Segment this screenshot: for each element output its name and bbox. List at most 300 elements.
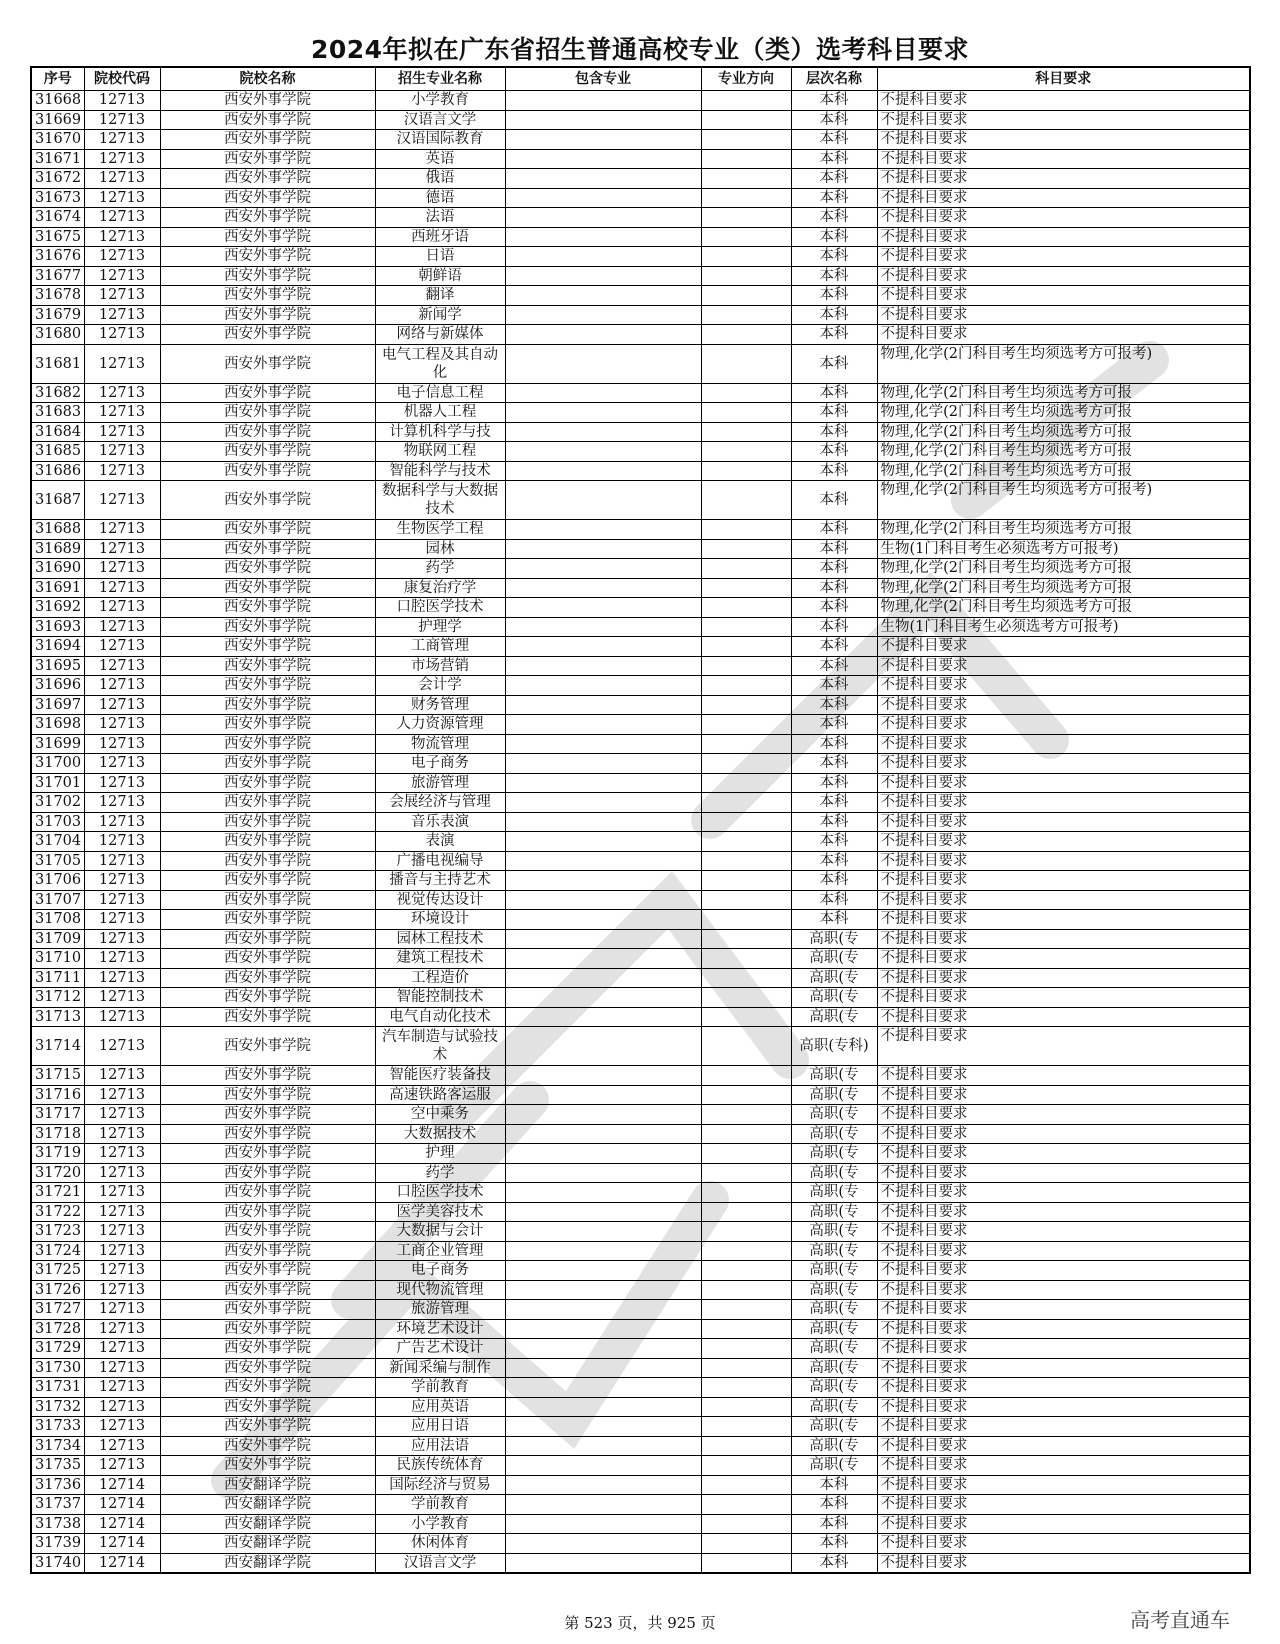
cell-major-direction [701, 422, 791, 442]
cell-subject-requirement: 不提科目要求 [877, 1319, 1250, 1339]
cell-major-name: 英语 [375, 149, 505, 169]
cell-level: 高职(专 [791, 1339, 877, 1359]
cell-school-code: 12713 [84, 227, 160, 247]
cell-level: 本科 [791, 1475, 877, 1495]
cell-index: 31670 [31, 130, 84, 150]
table-row [31, 422, 1250, 442]
cell-school-name: 西安外事学院 [160, 851, 375, 871]
table-row [31, 247, 1250, 267]
cell-index: 31690 [31, 559, 84, 579]
cell-level: 本科 [791, 130, 877, 150]
cell-subject-requirement: 不提科目要求 [877, 754, 1250, 774]
table-row [31, 617, 1250, 637]
cell-major-direction [701, 169, 791, 189]
cell-major-direction [701, 1280, 791, 1300]
header-major-direction: 专业方向 [701, 67, 791, 91]
table-row [31, 1085, 1250, 1105]
cell-subject-requirement: 不提科目要求 [877, 1007, 1250, 1027]
cell-major-direction [701, 247, 791, 267]
cell-index: 31699 [31, 734, 84, 754]
table-row [31, 1261, 1250, 1281]
cell-school-code: 12713 [84, 383, 160, 403]
cell-included-majors [505, 832, 701, 852]
cell-school-code: 12713 [84, 1436, 160, 1456]
cell-school-name: 西安外事学院 [160, 149, 375, 169]
cell-subject-requirement: 不提科目要求 [877, 1280, 1250, 1300]
cell-subject-requirement: 不提科目要求 [877, 1495, 1250, 1515]
cell-subject-requirement: 不提科目要求 [877, 1436, 1250, 1456]
cell-school-name: 西安外事学院 [160, 1144, 375, 1164]
cell-index: 31680 [31, 325, 84, 345]
cell-level: 本科 [791, 1495, 877, 1515]
cell-index: 31740 [31, 1553, 84, 1573]
cell-subject-requirement: 不提科目要求 [877, 871, 1250, 891]
cell-major-direction [701, 832, 791, 852]
cell-major-name: 护理 [375, 1144, 505, 1164]
table-row [31, 832, 1250, 852]
cell-major-direction [701, 1475, 791, 1495]
cell-school-name: 西安外事学院 [160, 130, 375, 150]
cell-major-direction [701, 1319, 791, 1339]
cell-level: 本科 [791, 344, 877, 383]
table-row [31, 656, 1250, 676]
cell-included-majors [505, 598, 701, 618]
cell-major-direction [701, 286, 791, 306]
cell-index: 31720 [31, 1163, 84, 1183]
cell-school-name: 西安外事学院 [160, 637, 375, 657]
cell-major-name: 电子商务 [375, 754, 505, 774]
cell-included-majors [505, 559, 701, 579]
cell-index: 31689 [31, 539, 84, 559]
cell-index: 31731 [31, 1378, 84, 1398]
cell-index: 31685 [31, 442, 84, 462]
cell-level: 本科 [791, 422, 877, 442]
table-row [31, 676, 1250, 696]
cell-subject-requirement: 物理,化学(2门科目考生均须选考方可报 [877, 520, 1250, 540]
cell-subject-requirement: 不提科目要求 [877, 1456, 1250, 1476]
cell-school-name: 西安外事学院 [160, 949, 375, 969]
cell-subject-requirement: 不提科目要求 [877, 1066, 1250, 1086]
cell-subject-requirement: 不提科目要求 [877, 1124, 1250, 1144]
cell-subject-requirement: 不提科目要求 [877, 851, 1250, 871]
cell-level: 高职(专 [791, 1300, 877, 1320]
cell-school-name: 西安外事学院 [160, 481, 375, 520]
table-row [31, 403, 1250, 423]
cell-index: 31723 [31, 1222, 84, 1242]
cell-school-code: 12713 [84, 715, 160, 735]
cell-school-name: 西安外事学院 [160, 773, 375, 793]
cell-level: 高职(专 [791, 1417, 877, 1437]
cell-major-direction [701, 1105, 791, 1125]
cell-included-majors [505, 754, 701, 774]
cell-major-name: 应用法语 [375, 1436, 505, 1456]
cell-level: 本科 [791, 383, 877, 403]
cell-major-direction [701, 208, 791, 228]
table-row [31, 520, 1250, 540]
cell-level: 本科 [791, 247, 877, 267]
cell-included-majors [505, 1261, 701, 1281]
table-row [31, 578, 1250, 598]
cell-school-name: 西安外事学院 [160, 520, 375, 540]
cell-subject-requirement: 不提科目要求 [877, 812, 1250, 832]
cell-included-majors [505, 344, 701, 383]
cell-index: 31728 [31, 1319, 84, 1339]
cell-school-name: 西安外事学院 [160, 1066, 375, 1086]
cell-included-majors [505, 208, 701, 228]
cell-subject-requirement: 不提科目要求 [877, 1417, 1250, 1437]
cell-index: 31668 [31, 91, 84, 111]
cell-major-direction [701, 598, 791, 618]
cell-subject-requirement: 不提科目要求 [877, 793, 1250, 813]
cell-index: 31711 [31, 968, 84, 988]
cell-index: 31671 [31, 149, 84, 169]
header-included-majors: 包含专业 [505, 67, 701, 91]
cell-school-code: 12714 [84, 1553, 160, 1573]
cell-subject-requirement: 不提科目要求 [877, 715, 1250, 735]
cell-major-name: 物流管理 [375, 734, 505, 754]
cell-included-majors [505, 325, 701, 345]
cell-included-majors [505, 227, 701, 247]
cell-major-name: 新闻采编与制作 [375, 1358, 505, 1378]
cell-index: 31710 [31, 949, 84, 969]
table-row [31, 598, 1250, 618]
cell-level: 本科 [791, 754, 877, 774]
table-row [31, 1397, 1250, 1417]
cell-school-code: 12713 [84, 1066, 160, 1086]
cell-included-majors [505, 1085, 701, 1105]
cell-subject-requirement: 不提科目要求 [877, 1183, 1250, 1203]
cell-subject-requirement: 不提科目要求 [877, 929, 1250, 949]
cell-level: 本科 [791, 1553, 877, 1573]
table-row [31, 442, 1250, 462]
cell-subject-requirement: 物理,化学(2门科目考生均须选考方可报考) [877, 344, 1250, 383]
cell-major-direction [701, 1534, 791, 1554]
cell-included-majors [505, 1475, 701, 1495]
cell-index: 31669 [31, 110, 84, 130]
cell-school-name: 西安翻译学院 [160, 1553, 375, 1573]
table-row [31, 754, 1250, 774]
cell-major-name: 学前教育 [375, 1378, 505, 1398]
cell-school-code: 12713 [84, 1300, 160, 1320]
cell-major-name: 园林工程技术 [375, 929, 505, 949]
table-header-row [31, 67, 1250, 91]
table-row [31, 91, 1250, 111]
cell-subject-requirement: 物理,化学(2门科目考生均须选考方可报 [877, 578, 1250, 598]
cell-subject-requirement: 不提科目要求 [877, 773, 1250, 793]
cell-index: 31707 [31, 890, 84, 910]
cell-major-name: 学前教育 [375, 1495, 505, 1515]
cell-level: 本科 [791, 1534, 877, 1554]
cell-major-direction [701, 1300, 791, 1320]
cell-school-name: 西安外事学院 [160, 286, 375, 306]
cell-school-code: 12713 [84, 442, 160, 462]
cell-major-direction [701, 1417, 791, 1437]
table-row [31, 305, 1250, 325]
cell-subject-requirement: 不提科目要求 [877, 988, 1250, 1008]
cell-subject-requirement: 不提科目要求 [877, 949, 1250, 969]
cell-major-direction [701, 871, 791, 891]
cell-index: 31676 [31, 247, 84, 267]
cell-school-name: 西安外事学院 [160, 442, 375, 462]
cell-major-name: 会计学 [375, 676, 505, 696]
cell-subject-requirement: 不提科目要求 [877, 656, 1250, 676]
cell-major-direction [701, 539, 791, 559]
cell-subject-requirement: 物理,化学(2门科目考生均须选考方可报 [877, 383, 1250, 403]
cell-major-direction [701, 676, 791, 696]
cell-major-name: 汉语国际教育 [375, 130, 505, 150]
cell-school-name: 西安外事学院 [160, 1202, 375, 1222]
cell-level: 本科 [791, 286, 877, 306]
cell-major-name: 国际经济与贸易 [375, 1475, 505, 1495]
cell-major-direction [701, 637, 791, 657]
cell-index: 31738 [31, 1514, 84, 1534]
cell-school-code: 12713 [84, 812, 160, 832]
cell-major-direction [701, 578, 791, 598]
cell-major-direction [701, 1397, 791, 1417]
cell-school-name: 西安外事学院 [160, 1183, 375, 1203]
cell-level: 高职(专 [791, 949, 877, 969]
cell-level: 本科 [791, 812, 877, 832]
cell-major-name: 护理学 [375, 617, 505, 637]
cell-included-majors [505, 637, 701, 657]
cell-major-direction [701, 1007, 791, 1027]
cell-level: 本科 [791, 773, 877, 793]
cell-major-name: 药学 [375, 1163, 505, 1183]
cell-major-direction [701, 227, 791, 247]
cell-subject-requirement: 不提科目要求 [877, 1397, 1250, 1417]
cell-school-code: 12713 [84, 1222, 160, 1242]
cell-level: 高职(专 [791, 1144, 877, 1164]
cell-level: 本科 [791, 461, 877, 481]
cell-included-majors [505, 1495, 701, 1515]
cell-level: 本科 [791, 305, 877, 325]
cell-level: 本科 [791, 871, 877, 891]
cell-major-direction [701, 1378, 791, 1398]
cell-level: 高职(专 [791, 1007, 877, 1027]
cell-major-direction [701, 754, 791, 774]
cell-school-code: 12713 [84, 1202, 160, 1222]
cell-major-name: 应用日语 [375, 1417, 505, 1437]
cell-school-name: 西安外事学院 [160, 1241, 375, 1261]
cell-included-majors [505, 1553, 701, 1573]
table-row [31, 1417, 1250, 1437]
cell-major-direction [701, 325, 791, 345]
cell-school-name: 西安外事学院 [160, 1007, 375, 1027]
cell-included-majors [505, 988, 701, 1008]
cell-major-direction [701, 1027, 791, 1066]
cell-subject-requirement: 不提科目要求 [877, 169, 1250, 189]
table-row [31, 461, 1250, 481]
cell-subject-requirement: 不提科目要求 [877, 1300, 1250, 1320]
cell-school-name: 西安外事学院 [160, 1222, 375, 1242]
cell-school-code: 12713 [84, 851, 160, 871]
cell-level: 本科 [791, 208, 877, 228]
cell-level: 高职(专 [791, 968, 877, 988]
cell-school-name: 西安外事学院 [160, 1085, 375, 1105]
cell-school-code: 12713 [84, 676, 160, 696]
cell-level: 本科 [791, 110, 877, 130]
cell-index: 31712 [31, 988, 84, 1008]
cell-school-name: 西安外事学院 [160, 734, 375, 754]
cell-major-direction [701, 559, 791, 579]
cell-index: 31681 [31, 344, 84, 383]
table-row [31, 1202, 1250, 1222]
cell-index: 31709 [31, 929, 84, 949]
cell-included-majors [505, 1534, 701, 1554]
cell-school-code: 12713 [84, 1378, 160, 1398]
cell-index: 31697 [31, 695, 84, 715]
cell-subject-requirement: 不提科目要求 [877, 266, 1250, 286]
table-row [31, 890, 1250, 910]
cell-major-name: 人力资源管理 [375, 715, 505, 735]
cell-major-name: 小学教育 [375, 91, 505, 111]
cell-subject-requirement: 不提科目要求 [877, 149, 1250, 169]
cell-level: 本科 [791, 890, 877, 910]
cell-included-majors [505, 266, 701, 286]
cell-included-majors [505, 247, 701, 267]
cell-index: 31683 [31, 403, 84, 423]
cell-level: 本科 [791, 149, 877, 169]
cell-level: 本科 [791, 169, 877, 189]
cell-subject-requirement: 不提科目要求 [877, 1378, 1250, 1398]
cell-subject-requirement: 不提科目要求 [877, 1163, 1250, 1183]
cell-major-name: 园林 [375, 539, 505, 559]
cell-school-name: 西安外事学院 [160, 305, 375, 325]
cell-major-direction [701, 403, 791, 423]
cell-level: 高职(专 [791, 1280, 877, 1300]
cell-school-code: 12713 [84, 617, 160, 637]
cell-school-name: 西安外事学院 [160, 91, 375, 111]
header-school-code: 院校代码 [84, 67, 160, 91]
cell-major-name: 视觉传达设计 [375, 890, 505, 910]
cell-school-code: 12713 [84, 929, 160, 949]
cell-major-direction [701, 1456, 791, 1476]
cell-major-direction [701, 1144, 791, 1164]
cell-school-name: 西安外事学院 [160, 988, 375, 1008]
cell-school-name: 西安外事学院 [160, 1319, 375, 1339]
cell-subject-requirement: 不提科目要求 [877, 1027, 1250, 1066]
cell-subject-requirement: 不提科目要求 [877, 188, 1250, 208]
table-row [31, 715, 1250, 735]
cell-school-name: 西安翻译学院 [160, 1475, 375, 1495]
cell-school-name: 西安外事学院 [160, 169, 375, 189]
cell-major-direction [701, 1163, 791, 1183]
cell-school-code: 12713 [84, 422, 160, 442]
cell-major-name: 广播电视编导 [375, 851, 505, 871]
cell-school-code: 12714 [84, 1495, 160, 1515]
cell-level: 高职(专 [791, 1124, 877, 1144]
cell-index: 31730 [31, 1358, 84, 1378]
cell-school-name: 西安外事学院 [160, 1105, 375, 1125]
cell-level: 本科 [791, 656, 877, 676]
cell-school-name: 西安外事学院 [160, 656, 375, 676]
cell-index: 31737 [31, 1495, 84, 1515]
cell-level: 本科 [791, 910, 877, 930]
cell-included-majors [505, 617, 701, 637]
cell-major-name: 物联网工程 [375, 442, 505, 462]
cell-included-majors [505, 1163, 701, 1183]
cell-school-code: 12713 [84, 91, 160, 111]
cell-level: 本科 [791, 578, 877, 598]
cell-subject-requirement: 不提科目要求 [877, 91, 1250, 111]
cell-major-direction [701, 949, 791, 969]
cell-level: 本科 [791, 637, 877, 657]
cell-level: 高职(专 [791, 1222, 877, 1242]
cell-major-direction [701, 1495, 791, 1515]
table-row [31, 1495, 1250, 1515]
cell-school-code: 12713 [84, 1085, 160, 1105]
cell-school-code: 12713 [84, 1319, 160, 1339]
cell-index: 31719 [31, 1144, 84, 1164]
cell-level: 高职(专 [791, 1378, 877, 1398]
page-title: 2024年拟在广东省招生普通高校专业（类）选考科目要求 [310, 35, 970, 64]
cell-major-name: 朝鲜语 [375, 266, 505, 286]
cell-school-code: 12713 [84, 968, 160, 988]
cell-major-name: 翻译 [375, 286, 505, 306]
cell-index: 31736 [31, 1475, 84, 1495]
cell-index: 31727 [31, 1300, 84, 1320]
cell-major-name: 电气自动化技术 [375, 1007, 505, 1027]
cell-subject-requirement: 不提科目要求 [877, 247, 1250, 267]
cell-major-direction [701, 929, 791, 949]
cell-major-direction [701, 266, 791, 286]
cell-index: 31733 [31, 1417, 84, 1437]
table-row [31, 110, 1250, 130]
cell-subject-requirement: 不提科目要求 [877, 695, 1250, 715]
cell-major-name: 高速铁路客运服 [375, 1085, 505, 1105]
cell-school-name: 西安外事学院 [160, 110, 375, 130]
cell-major-name: 日语 [375, 247, 505, 267]
table-row [31, 1358, 1250, 1378]
cell-school-code: 12713 [84, 1339, 160, 1359]
cell-subject-requirement: 不提科目要求 [877, 1534, 1250, 1554]
cell-school-code: 12713 [84, 1397, 160, 1417]
cell-index: 31684 [31, 422, 84, 442]
cell-index: 31674 [31, 208, 84, 228]
cell-index: 31678 [31, 286, 84, 306]
table-row [31, 1280, 1250, 1300]
cell-school-code: 12713 [84, 1241, 160, 1261]
cell-included-majors [505, 910, 701, 930]
cell-included-majors [505, 1514, 701, 1534]
cell-major-direction [701, 442, 791, 462]
cell-included-majors [505, 1300, 701, 1320]
cell-included-majors [505, 1417, 701, 1437]
table-row [31, 481, 1250, 520]
cell-school-code: 12713 [84, 578, 160, 598]
cell-index: 31721 [31, 1183, 84, 1203]
table-row [31, 286, 1250, 306]
cell-school-code: 12713 [84, 871, 160, 891]
cell-major-direction [701, 1261, 791, 1281]
cell-included-majors [505, 812, 701, 832]
cell-level: 本科 [791, 188, 877, 208]
cell-school-code: 12713 [84, 988, 160, 1008]
cell-school-name: 西安外事学院 [160, 1456, 375, 1476]
cell-subject-requirement: 物理,化学(2门科目考生均须选考方可报 [877, 422, 1250, 442]
cell-school-name: 西安外事学院 [160, 695, 375, 715]
cell-school-code: 12713 [84, 110, 160, 130]
cell-included-majors [505, 461, 701, 481]
table-row [31, 851, 1250, 871]
cell-level: 本科 [791, 734, 877, 754]
table-row [31, 169, 1250, 189]
cell-subject-requirement: 物理,化学(2门科目考生均须选考方可报 [877, 559, 1250, 579]
cell-school-name: 西安外事学院 [160, 754, 375, 774]
cell-major-name: 现代物流管理 [375, 1280, 505, 1300]
table-row [31, 149, 1250, 169]
cell-subject-requirement: 不提科目要求 [877, 637, 1250, 657]
